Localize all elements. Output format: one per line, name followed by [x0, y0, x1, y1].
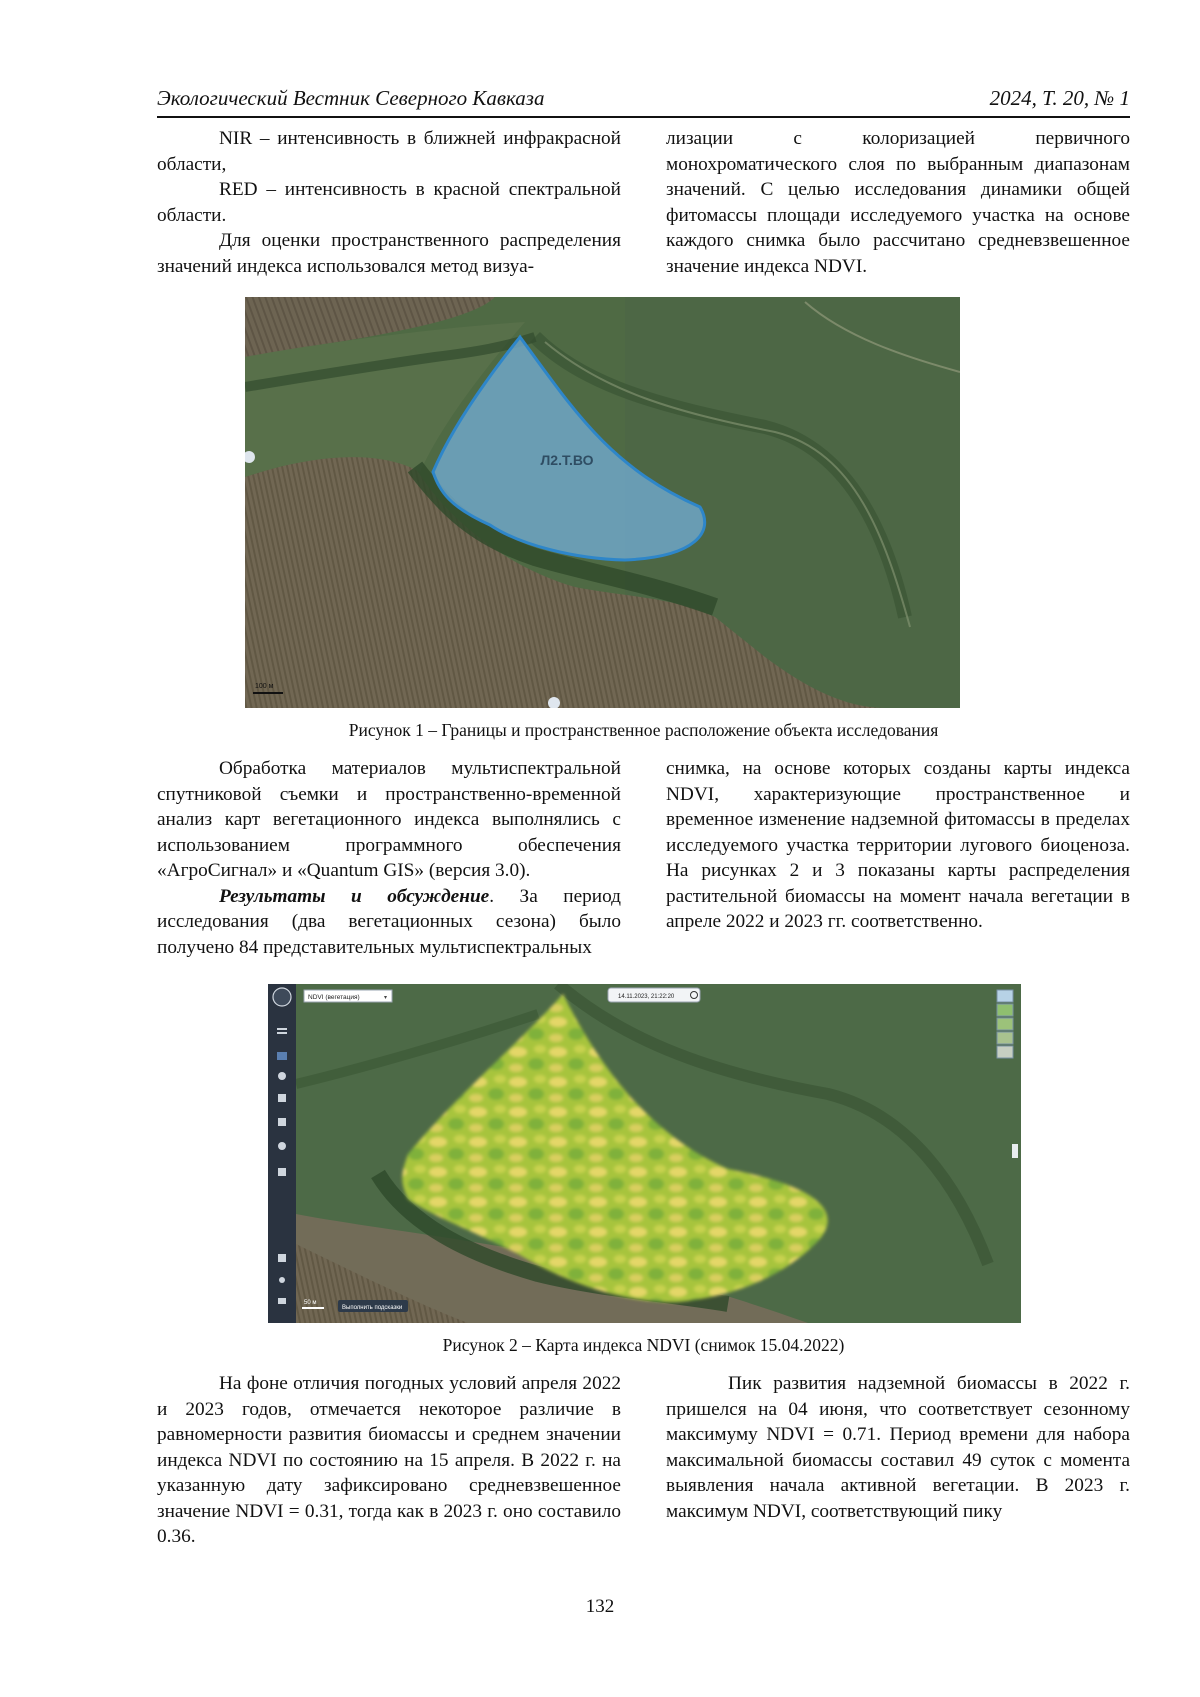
- app-logo-icon[interactable]: [273, 988, 291, 1006]
- chart-icon[interactable]: [278, 1254, 286, 1262]
- paragraph-visualization: лизации с колоризацией первичного монохроматического слоя по выбранным диапазонам значений. С целью исследования динамики общей фитомассы площади исследуемого участка на основе каждого снимка было рассчитано средневзвешенное значение индекса NDVI.: [666, 128, 1130, 277]
- basemap-button[interactable]: [997, 990, 1013, 1002]
- satellite-button[interactable]: [997, 1004, 1013, 1016]
- menu-icon[interactable]: [277, 1028, 287, 1030]
- plot-label: Л2.Т.ВО: [540, 452, 594, 468]
- paragraph-red: RED – интенсивность в красной спектральной области.: [157, 179, 621, 226]
- figure1-caption: Рисунок 1 – Границы и пространственное расположение объекта исследования: [348, 720, 939, 740]
- calculate-button-label: Выполнить подсказки: [342, 1305, 403, 1311]
- figure1-satellite-map: [245, 297, 960, 708]
- layers-icon[interactable]: [277, 1052, 287, 1060]
- journal-title: Экологический Вестник Северного Кавказа: [157, 86, 545, 110]
- document-icon[interactable]: [278, 1094, 286, 1102]
- block3-right-column: [666, 1371, 1130, 1524]
- chevron-down-icon: ▾: [384, 994, 388, 1001]
- results-heading: Результаты и обсуждение: [219, 885, 490, 907]
- app-sidebar: [268, 984, 296, 1323]
- folder-icon[interactable]: [278, 1118, 286, 1126]
- right-panel-toggle[interactable]: [1012, 1144, 1018, 1158]
- date-picker-value: 14.11.2023, 21:22:20: [618, 994, 675, 1000]
- paragraph-software: Обработка материалов мультиспектральной спутниковой съемки и пространственно-временной анализ карт вегетационного индекса выполнялись с использованием программного обеспечения «АгроСигнал» и «Quantum GIS» (версия 3.0).: [157, 758, 621, 881]
- paragraph-nir: NIR – интенсивность в ближней инфракрасной области,: [157, 128, 621, 175]
- history-icon[interactable]: [278, 1072, 286, 1080]
- figure2-ndvi-screenshot: [268, 984, 1021, 1323]
- layer-select-value: NDVI (вегетация): [308, 994, 360, 1001]
- paragraph-ndvi-maps: снимка, на основе которых созданы карты индекса NDVI, характеризующие пространственное и временное изменение надземной фитомассы в пределах исследуемого участка территории лугового биоценоза. На рисунках 2 и 3 показаны карты распределения растительной биомассы на момент начала вегетации в апреле 2022 и 2023 гг. соответственно.: [666, 758, 1130, 932]
- page-number: 132: [585, 1596, 615, 1617]
- figure2-ndvi-svg: [268, 984, 1021, 1323]
- block2-left-column: [157, 756, 621, 960]
- paragraph-method: Для оценки пространственного распределения значений индекса использовался метод визуа-: [157, 230, 621, 277]
- bell-icon[interactable]: [279, 1277, 285, 1283]
- globe-icon[interactable]: [278, 1142, 286, 1150]
- figure1-map-svg: [245, 297, 960, 708]
- paragraph-peak: Пик развития надземной биомассы в 2022 г. пришелся на 04 июня, что соответствует сезонному максимуму NDVI = 0.71. Период времени для набора максимальной биомассы составил 49 суток с момента выявления начала активной вегетации. В 2023 г. максимум NDVI, соответствующий пику: [666, 1373, 1130, 1522]
- paragraph-weather: На фоне отличия погодных условий апреля 2022 и 2023 годов, отмечается некоторое различие в равномерности развития биомассы и среднем значении индекса NDVI по состоянию на 15 апреля. В 2022 г. на указанную дату зафиксировано средневзвешенное значение NDVI = 0.31, тогда как в 2023 г. оно составило 0.36.: [157, 1373, 621, 1547]
- paragraph-results: [157, 884, 621, 961]
- results-text: . За период исследования (два вегетационных сезона) было получено 84 представительных мультиспектральных: [157, 885, 621, 958]
- issue-info: 2024, Т. 20, № 1: [989, 86, 1130, 110]
- block2-right-column: [666, 756, 1130, 935]
- ruler-button[interactable]: [997, 1046, 1013, 1058]
- figure2-caption: Рисунок 2 – Карта индекса NDVI (снимок 15.04.2022): [442, 1335, 845, 1355]
- map-control-stack: [997, 990, 1013, 1058]
- scale-bar-label: 100 м: [255, 683, 274, 690]
- running-header: [157, 84, 1130, 118]
- block1-right-column: [666, 126, 1130, 279]
- overlay-button[interactable]: [997, 1032, 1013, 1044]
- terrain-button[interactable]: [997, 1018, 1013, 1030]
- block1-left-column: [157, 126, 621, 279]
- block3-left-column: [157, 1371, 621, 1550]
- language-icon[interactable]: [278, 1298, 286, 1304]
- ndvi-scale-label: 50 м: [304, 1300, 317, 1306]
- calendar-icon[interactable]: [278, 1168, 286, 1176]
